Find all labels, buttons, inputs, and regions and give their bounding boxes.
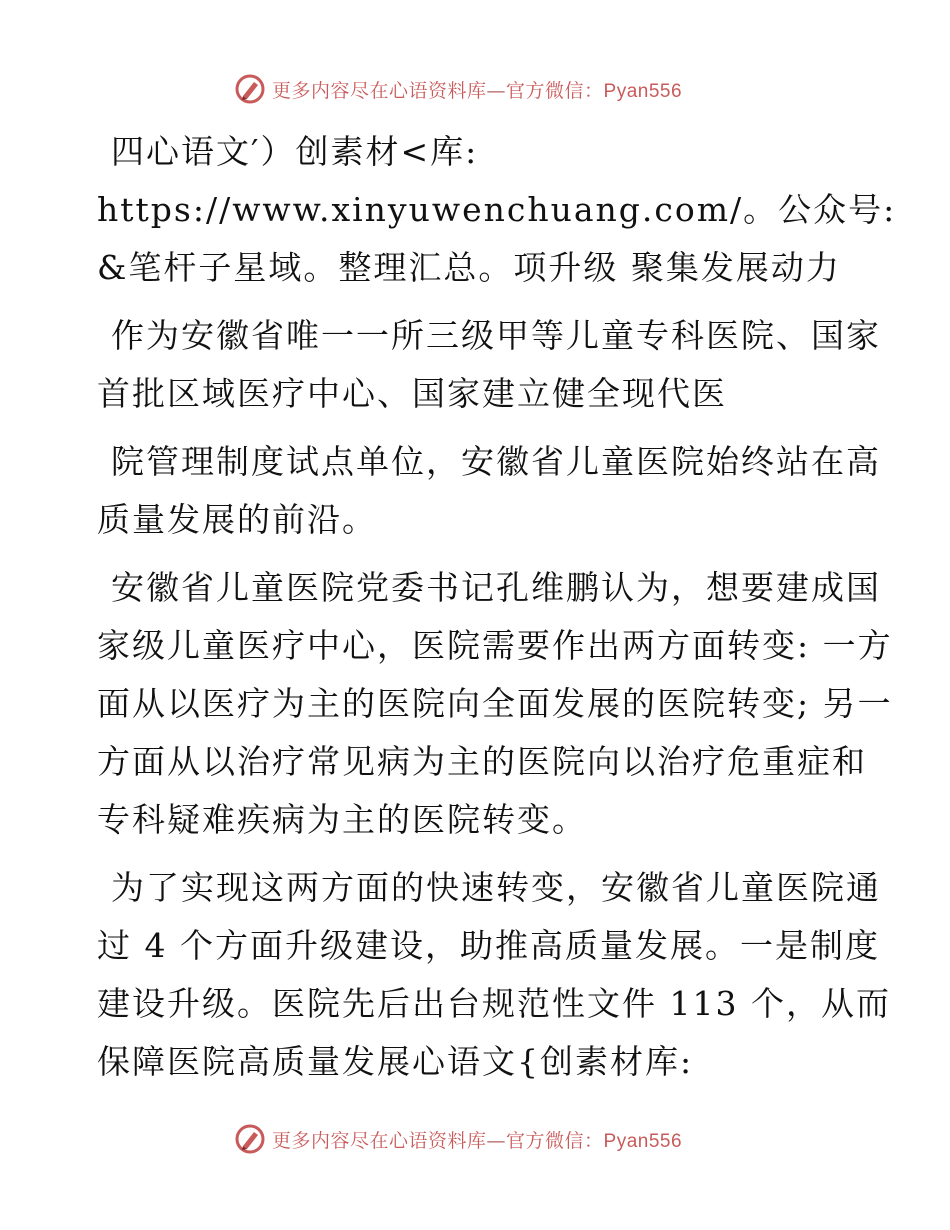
- banner-official-label: 官方微信：: [506, 79, 604, 102]
- footer-watermark-banner: [234, 1122, 682, 1156]
- banner-main-text: 更多内容尽在心语资料库: [272, 79, 487, 102]
- header-watermark-banner: [234, 72, 682, 106]
- banner-main-text: 更多内容尽在心语资料库: [272, 1129, 487, 1152]
- banner-wechat-id: Pyan556: [603, 80, 683, 102]
- banner-separator: —: [486, 79, 507, 102]
- banner-wechat-id: Pyan556: [603, 1130, 683, 1152]
- pen-logo-icon: [234, 73, 266, 105]
- paragraph-party-secretary: 安徽省儿童医院党委书记孔维鹏认为，想要建成国家级儿童医疗中心，医院需要作出两方面转变: 一方面从以医疗为主的医院向全面发展的医院转变; 另一方面从以治疗常见病为主的医院向以治疗危重症和专科疑难疾病为主的医院转变。: [97, 568, 893, 839]
- paragraph-source-note: 四心语文′）创素材<库: https://www.xinyuwenchuang.com/。公众号: &笔杆子星域。整理汇总。项升级 聚集发展动力: [97, 132, 897, 287]
- banner-text: [272, 1126, 682, 1153]
- paragraph-hospital-intro: 作为安徽省唯一一所三级甲等儿童专科医院、国家首批区域医疗中心、国家建立健全现代医: [97, 316, 881, 413]
- paragraph-hospital-intro-cont: 院管理制度试点单位，安徽省儿童医院始终站在高质量发展的前沿。: [97, 442, 881, 539]
- banner-separator: —: [486, 1129, 507, 1152]
- banner-official-label: 官方微信：: [506, 1129, 604, 1152]
- pen-logo-icon: [234, 1123, 266, 1155]
- document-body: [97, 123, 897, 1101]
- paragraph-upgrades: 为了实现这两方面的快速转变，安徽省儿童医院通过 4 个方面升级建设，助推高质量发展。一是制度建设升级。医院先后出台规范性文件 113 个，从而保障医院高质量发展心语文{创素材库:: [97, 868, 891, 1081]
- banner-text: [272, 76, 682, 103]
